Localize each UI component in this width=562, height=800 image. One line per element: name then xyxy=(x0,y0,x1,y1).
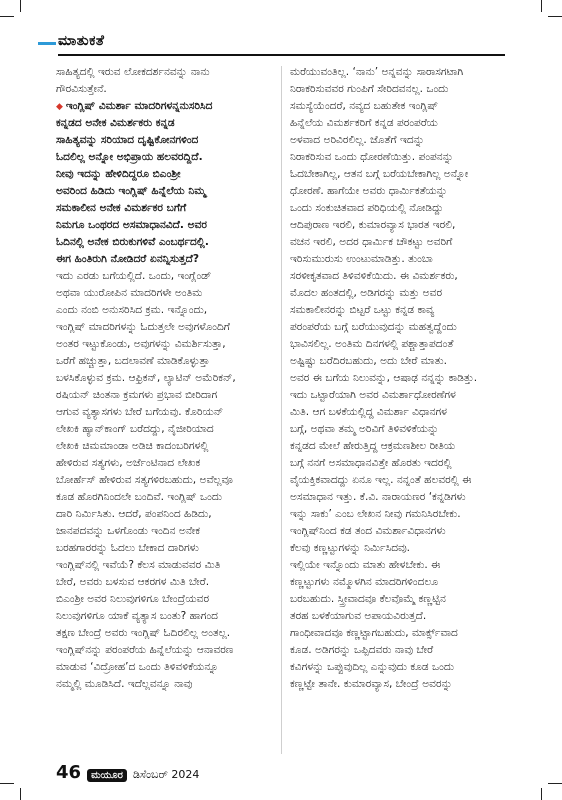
line-text: ಇದು ಎರಡು ಬಗೆಯಲ್ಲಿದೆ. ಒಂದು, ಇಂಗ್ಲೆಂಡ್ xyxy=(56,270,212,282)
line-text: ಗೌರವಿಸುತ್ತೇನೆ. xyxy=(56,83,107,95)
answer-line xyxy=(56,404,268,421)
answer-line xyxy=(56,489,268,506)
question-line xyxy=(56,217,268,234)
answer-line xyxy=(56,523,268,540)
line-text: ಹೇಳಿರುವ ಸತ್ಯಗಳು, ಅರ್ಜೆಂಟಿನಾದ ಲೇಖಕ xyxy=(56,457,201,469)
answer-line: ಅಳವಾದ ಅರಿವಿರಲಿಲ್ಲ. ಜೊತೆಗೆ ಇದನ್ನು xyxy=(290,134,425,146)
answer-line: ಅಷ್ಟಿಷ್ಟು ಬರೆದಿರಬಹುದು, ಅದು ಬೇರೆ ಮಾತು. xyxy=(290,355,447,367)
line-text: ಕೂಡ ಹೊರಗಿನಿಂದಲೇ ಬಂದಿವೆ. ಇಂಗ್ಲಿಷ್ ಒಂದು xyxy=(56,491,223,503)
answer-line xyxy=(56,302,268,319)
answer-line: ಸಮಕಾಲೀನರನ್ನು ಬಿಟ್ಟರೆ ಒಟ್ಟು ಕನ್ನಡ ಕಾವ್ಯ xyxy=(290,304,435,316)
answer-line xyxy=(56,370,268,387)
question-line xyxy=(56,166,268,183)
line-text: ಎಂದು ನಂಬಿ ಅನುಸರಿಸಿದ ಕ್ರಮ. ಇನ್ನೊಂದು, xyxy=(56,304,208,316)
answer-line xyxy=(56,336,268,353)
answer-line: ಕೂಡ. ಅಡಿಗರನ್ನು ಒಪ್ಪಿದವರು ನಾವು ಬೇರೆ xyxy=(290,644,434,656)
header-accent-bar xyxy=(38,42,56,45)
answer-line: ತರಹ ಬಳಕೆಯಾಗುವ ಅಪಾಯವಿರುತ್ತದೆ. xyxy=(290,610,427,622)
answer-line xyxy=(56,455,268,472)
line-text: ಸಮಕಾಲೀನ ಅನೇಕ ವಿಮರ್ಶಕರ ಬಗೆಗೆ xyxy=(56,202,187,214)
answer-line: ಆದಿಪುರಾಣ ಇರಲಿ, ಕುಮಾರವ್ಯಾಸ ಭಾರತ ಇರಲಿ, xyxy=(290,219,456,231)
section-title: ಮಾತುಕತೆ xyxy=(58,33,105,49)
answer-line: ವೈಯಕ್ತಿಕವಾದದ್ದು ಏನೂ ಇಲ್ಲ. ನನ್ನಂತೆ ಹಲವರಲ್ಲಿ ಈ xyxy=(290,474,472,486)
answer-line xyxy=(56,319,268,336)
line-text: ಬೇರೆ, ಅವರು ಬಳಸುವ ಆಕರಗಳ ಮಿತಿ ಬೇರೆ. xyxy=(56,576,210,588)
line-text: ಓದಿನಲ್ಲಿ ಅನೇಕ ಬಿರುಕುಗಳಿವೆ ಎಂಬರ್ಥದಲ್ಲಿ. xyxy=(56,236,209,248)
line-text: ನಿಮಗೂ ಒಂಥರದ ಅಸಮಾಧಾನವಿದೆ. ಅವರ xyxy=(56,219,208,231)
answer-line: ಇನ್ನು ಸಾಕು’ ಎಂಬ ಲೇಖನ ನೀವು ಗಮನಿಸಿರಬೇಕು. xyxy=(290,508,461,520)
line-text: ಕನ್ನಡದ ಅನೇಕ ವಿಮರ್ಶಕರು ಕನ್ನಡ xyxy=(56,117,175,129)
answer-line: ಕನ್ನಡದ ಮೇಲೆ ಹೇರುತ್ತಿದ್ದ ಆಕ್ರಮಣಶೀಲ ರೀತಿಯ xyxy=(290,440,456,452)
question-line xyxy=(56,98,268,115)
answer-line: ಬರಬಹುದು. ಸ್ತ್ರೀವಾದವೂ ಕೆಲವೊಮ್ಮೆ ಕಣ್ಣಟ್ಟಿನ xyxy=(290,593,446,605)
issue-date: ಡಿಸೆಂಬರ್ 2024 xyxy=(132,768,200,781)
crop-mark-bottom-left-v xyxy=(20,788,21,800)
answer-line xyxy=(56,81,268,98)
answer-line: ನಿರಾಕರಿಸುವವರ ಗುಂಪಿಗೆ ಸೇರಿದವನಲ್ಲ. ಒಂದು xyxy=(290,83,449,95)
answer-line xyxy=(56,268,268,285)
header-rule xyxy=(58,54,505,56)
question-line xyxy=(56,234,268,251)
answer-line: ಕೆಲವು ಕಣ್ಣಟ್ಟುಗಳನ್ನು ನಿರ್ಮಿಸಿದವು. xyxy=(290,542,411,554)
answer-line xyxy=(56,659,268,676)
left-column xyxy=(56,64,268,693)
answer-line xyxy=(56,353,268,370)
answer-line: ಇರಿಸುಮುರುಸು ಉಂಟುಮಾಡಿತ್ತು. ತುಂಬಾ xyxy=(290,253,433,265)
answer-line xyxy=(56,676,268,693)
line-text: ನಿಲುವುಗಳಿಗೂ ಯಾಕೆ ವ್ಯತ್ಯಾಸ ಬಂತು? ಹಾಗಂದ xyxy=(56,610,219,622)
column-divider xyxy=(281,66,282,754)
line-text: ಈಗ ಹಿಂತಿರುಗಿ ನೋಡಿದರೆ ಏನನ್ನಿಸುತ್ತದೆ? xyxy=(56,253,199,265)
question-line xyxy=(56,251,268,268)
answer-line xyxy=(56,642,268,659)
line-text: ಇಂಗ್ಲಿಷ್ ಮಾದರಿಗಳನ್ನು ಓದುತ್ತಲೇ ಅವುಗಳೊಂದಿಗೆ xyxy=(56,321,230,333)
answer-line xyxy=(56,421,268,438)
answer-line: ಅವರ ಈ ಬಗೆಯ ನಿಲುವನ್ನು, ಆಷಾಢ ನನ್ನನ್ನು ಕಾಡಿತ್ತು. xyxy=(290,372,478,384)
line-text: ಸಾಹಿತ್ಯದಲ್ಲಿ ಇರುವ ಲೋಕದರ್ಶನವನ್ನು ನಾನು xyxy=(56,66,210,78)
answer-line: ಮರೆಯುವಂತಿಲ್ಲ. ‘ನಾನು’ ಅನ್ನವನ್ನು ಸಾರಾಸಗಟಾಗಿ xyxy=(290,66,464,78)
answer-line xyxy=(56,540,268,557)
question-line xyxy=(56,183,268,200)
answer-line: ಇಂಗ್ಲಿಷ್‌ನಿಂದ ಕಡ ತಂದ ವಿಮರ್ಶಾವಿಧಾನಗಳು xyxy=(290,525,446,537)
question-line xyxy=(56,200,268,217)
answer-line xyxy=(56,608,268,625)
line-text: ಅಥವಾ ಯುರೋಪಿನ ಮಾದರಿಗಳೇ ಅಂತಿಮ xyxy=(56,287,203,299)
answer-line xyxy=(56,438,268,455)
line-text: ನಮ್ಮಲ್ಲಿ ಮೂಡಿಸಿದೆ. ಇದೆಲ್ಲವನ್ನೂ ನಾವು xyxy=(56,678,193,690)
answer-line xyxy=(56,64,268,81)
line-text: ಇಂಗ್ಲಿಷ್‌ನಲ್ಲಿ ಇವೆಯೆ? ಕೆಲಸ ಮಾಡುವವರ ಮಿತಿ xyxy=(56,559,221,571)
answer-line: ಮೊದಲ ಹಂತದಲ್ಲಿ, ಅಡಿಗರನ್ನು ಮತ್ತು ಅವರ xyxy=(290,287,443,299)
page-number: 46 xyxy=(56,762,82,783)
line-text: ಸಾಹಿತ್ಯವನ್ನು ಸರಿಯಾದ ದೃಷ್ಟಿಕೋನಗಳಿಂದ xyxy=(56,134,199,146)
line-text: ತಕ್ಷಣ ಬೇಂದ್ರೆ ಅವರು ಇಂಗ್ಲಿಷ್ ಓದಿರಲಿಲ್ಲ ಅಂತಲ್ಲ. xyxy=(56,627,231,639)
right-column xyxy=(290,64,504,693)
answer-line: ಇಲ್ಲಿಯೇ ಇನ್ನೊಂದು ಮಾತು ಹೇಳಬೇಕು. ಈ xyxy=(290,559,441,571)
answer-line xyxy=(56,625,268,642)
answer-line xyxy=(56,472,268,489)
question-line xyxy=(56,115,268,132)
answer-line: ಬಗ್ಗೆ, ಅಥವಾ ತಮ್ಮ ಅರಿವಿಗೆ ತಿಳಿವಳಿಕೆಯನ್ನು xyxy=(290,423,439,435)
answer-line: ಸರಳೀಕೃತವಾದ ತಿಳಿವಳಿಕೆಯಿದು. ಈ ವಿಮರ್ಶಕರು, xyxy=(290,270,458,282)
crop-mark-bottom-right-v xyxy=(541,788,542,800)
line-text: ಜಾನಪದವನ್ನು ಒಳಗೊಂಡು ಇಂದಿನ ಅನೇಕ xyxy=(56,525,200,537)
line-text: ಬಳಸಿಕೊಳ್ಳುವ ಕ್ರಮ. ಆಫ್ರಿಕನ್, ಲ್ಯಾಟಿನ್ ಅಮೆರಿಕನ್, xyxy=(56,372,236,384)
line-text: ಅವರಿಂದ ಹಿಡಿದು ಇಂಗ್ಲಿಷ್ ಹಿನ್ನೆಲೆಯ ನಿಮ್ಮ xyxy=(56,185,206,197)
answer-line: ಭಾವಿಸಲಿಲ್ಲ. ಅಂತಿಮ ದಿನಗಳಲ್ಲಿ ಪಶ್ಚಾತ್ತಾಪದಂತೆ xyxy=(290,338,454,350)
crop-mark-top-left-h xyxy=(0,16,14,17)
answer-line xyxy=(56,506,268,523)
answer-line: ಬಗ್ಗೆ ನನಗೆ ಅಸಮಾಧಾನವಿತ್ತೇ ಹೊರತು ಇದರಲ್ಲಿ xyxy=(290,457,452,469)
line-text: ರಷಿಯನ್ ಚಿಂತನಾ ಕ್ರಮಗಳು ಪ್ರಭಾವ ಬೀರಿದಾಗ xyxy=(56,389,218,401)
crop-mark-top-right-v xyxy=(541,0,542,12)
answer-line xyxy=(56,285,268,302)
line-text: ಲೇಖಕಿ ಹ್ಯಾನ್‌ಕಾಂಗ್ ಬರೆದದ್ದು, ನೈಜೀರಿಯಾದ xyxy=(56,423,214,435)
answer-line: ಕಣ್ಣಟ್ಟೇ ತಾನೇ. ಕುಮಾರವ್ಯಾಸ, ಬೇಂದ್ರೆ ಅವರನ್ನು xyxy=(290,678,453,690)
magazine-logo: ಮಯೂರ xyxy=(87,769,127,782)
answer-line xyxy=(56,574,268,591)
line-text: ನೀವು ಇದನ್ನು ಹೇಳಿದಿದ್ದರೂ ಬಿಎಂಶ್ರೀ xyxy=(56,168,181,180)
line-text: ಲೇಖಕಿ ಚಿಮಮಾಂಡಾ ಅಡಿಚಿ ಕಾದಂಬರಿಗಳಲ್ಲಿ xyxy=(56,440,209,452)
line-text: ಒರೆಗೆ ಹಚ್ಚುತ್ತಾ, ಬದಲಾವಣೆ ಮಾಡಿಕೊಳ್ಳುತ್ತಾ xyxy=(56,355,210,367)
answer-line: ಓದಬೇಕಾಗಿಲ್ಲ, ಆತನ ಬಗ್ಗೆ ಬರೆಯಬೇಕಾಗಿಲ್ಲ ಅನ್ನೋ xyxy=(290,168,469,180)
answer-line: ಸಮಸ್ಯೆಯೆಂದರೆ, ನವ್ಯದ ಬಹುತೇಕ ಇಂಗ್ಲಿಷ್ xyxy=(290,100,439,112)
line-text: ಇಂಗ್ಲಿಷ್‌ನನ್ನು ಪರಂಪರೆಯ ಹಿನ್ನೆಲೆಯನ್ನು ಆನಾವರಣ xyxy=(56,644,234,656)
answer-line: ವಚನ ಇರಲಿ, ಅದರ ಧಾರ್ಮಿಕ ಚೌಕಟ್ಟು ಅವರಿಗೆ xyxy=(290,236,453,248)
answer-line: ಗಾಂಧೀವಾದವೂ ಕಣ್ಣಟ್ಟಾಗಬಹುದು, ಮಾರ್ಕ್ಸ್‌ವಾದ xyxy=(290,627,458,639)
answer-line xyxy=(56,591,268,608)
answer-line: ಮಿತಿ. ಆಗ ಬಳಕೆಯಲ್ಲಿದ್ದ ವಿಮರ್ಶಾ ವಿಧಾನಗಳ xyxy=(290,406,447,418)
line-text: ಮಾಡುವ ‘ವಿದ್ರೋಹ’ದ ಒಂದು ತಿಳಿವಳಿಕೆಯನ್ನೂ xyxy=(56,661,219,673)
answer-line xyxy=(56,387,268,404)
answer-line: ಕಣ್ಣಟ್ಟುಗಳು ನಮ್ಮೊಳಗಿನ ಮಾದರಿಗಳಿಂದಲೂ xyxy=(290,576,439,588)
crop-mark-bottom-right-h xyxy=(548,783,562,784)
line-text: ಬರಹಗಾರರನ್ನು ಓದಲು ಬೇಕಾದ ದಾರಿಗಳು xyxy=(56,542,199,554)
question-line xyxy=(56,149,268,166)
line-text: ಓದಲಿಲ್ಲ ಅನ್ನೋ ಅಭಿಪ್ರಾಯ ಹಲವರದ್ದಿದೆ. xyxy=(56,151,203,163)
answer-line: ಒಂದು ಸಂಕುಚಿತವಾದ ಪರಿಧಿಯಲ್ಲಿ ನೋಡಿದ್ದು xyxy=(290,202,444,214)
crop-mark-top-right-h xyxy=(548,16,562,17)
answer-line: ಕವಿಗಳನ್ನು ಒಪ್ಪುವುದಿಲ್ಲ ಎನ್ನುವುದು ಕೂಡ ಒಂದು xyxy=(290,661,455,673)
answer-line: ಅಸಮಾಧಾನ ಇತ್ತು. ಕೆ.ವಿ. ನಾರಾಯಣರ ‘ಕನ್ನಡಿಗಳು xyxy=(290,491,466,503)
line-text: ಬೋರ್ಹೆಸ್ ಹೇಳಿರುವ ಸತ್ಯಗಳಿರಬಹುದು, ಅವೆಲ್ಲವೂ xyxy=(56,474,233,486)
answer-line: ಪರಂಪರೆಯ ಬಗ್ಗೆ ಬರೆಯುವುದನ್ನು ಮಹತ್ವದ್ದೆಂದು xyxy=(290,321,457,333)
line-text: ಬಿಎಂಶ್ರೀ ಅವರ ನಿಲುವುಗಳಿಗೂ ಬೇಂದ್ರೆಯವರ xyxy=(56,593,210,605)
answer-line: ಇದು ಒಟ್ಟಾರೆಯಾಗಿ ಅವರ ವಿಮರ್ಶಾಧೋರಣೆಗಳ xyxy=(290,389,456,401)
answer-line: ನಿರಾಕರಿಸುವ ಒಂದು ಧೋರಣೆಯಿತ್ತು. ಪಂಪನನ್ನು xyxy=(290,151,454,163)
answer-line: ಧೋರಣೆ. ಹಾಗೆಯೇ ಅವರು ಧಾರ್ಮಿಕತೆಯನ್ನು xyxy=(290,185,448,197)
line-text: ಇಂಗ್ಲಿಷ್ ವಿಮರ್ಶಾ ಮಾದರಿಗಳನ್ನನುಸರಿಸಿದ xyxy=(65,100,213,112)
diamond-bullet-icon: ◆ xyxy=(56,102,63,112)
crop-mark-bottom-left-h xyxy=(0,783,14,784)
question-line xyxy=(56,132,268,149)
answer-line: ಹಿನ್ನೆಲೆಯ ವಿಮರ್ಶಕರಿಗೆ ಕನ್ನಡ ಪರಂಪರೆಯ xyxy=(290,117,438,129)
line-text: ಅಂತರ ಇಟ್ಟುಕೊಂಡು, ಅವುಗಳನ್ನು ವಿಮರ್ಶಿಸುತ್ತಾ, xyxy=(56,338,226,350)
crop-mark-top-left-v xyxy=(20,0,21,12)
line-text: ದಾರಿ ನಿರ್ಮಿಸಿತು. ಆದರೆ, ಪಂಪನಿಂದ ಹಿಡಿದು, xyxy=(56,508,212,520)
line-text: ಆಗುವ ವ್ಯತ್ಯಾಸಗಳು ಬೇರೆ ಬಗೆಯವು. ಕೊರಿಯನ್ xyxy=(56,406,224,418)
answer-line xyxy=(56,557,268,574)
footer xyxy=(56,762,199,783)
